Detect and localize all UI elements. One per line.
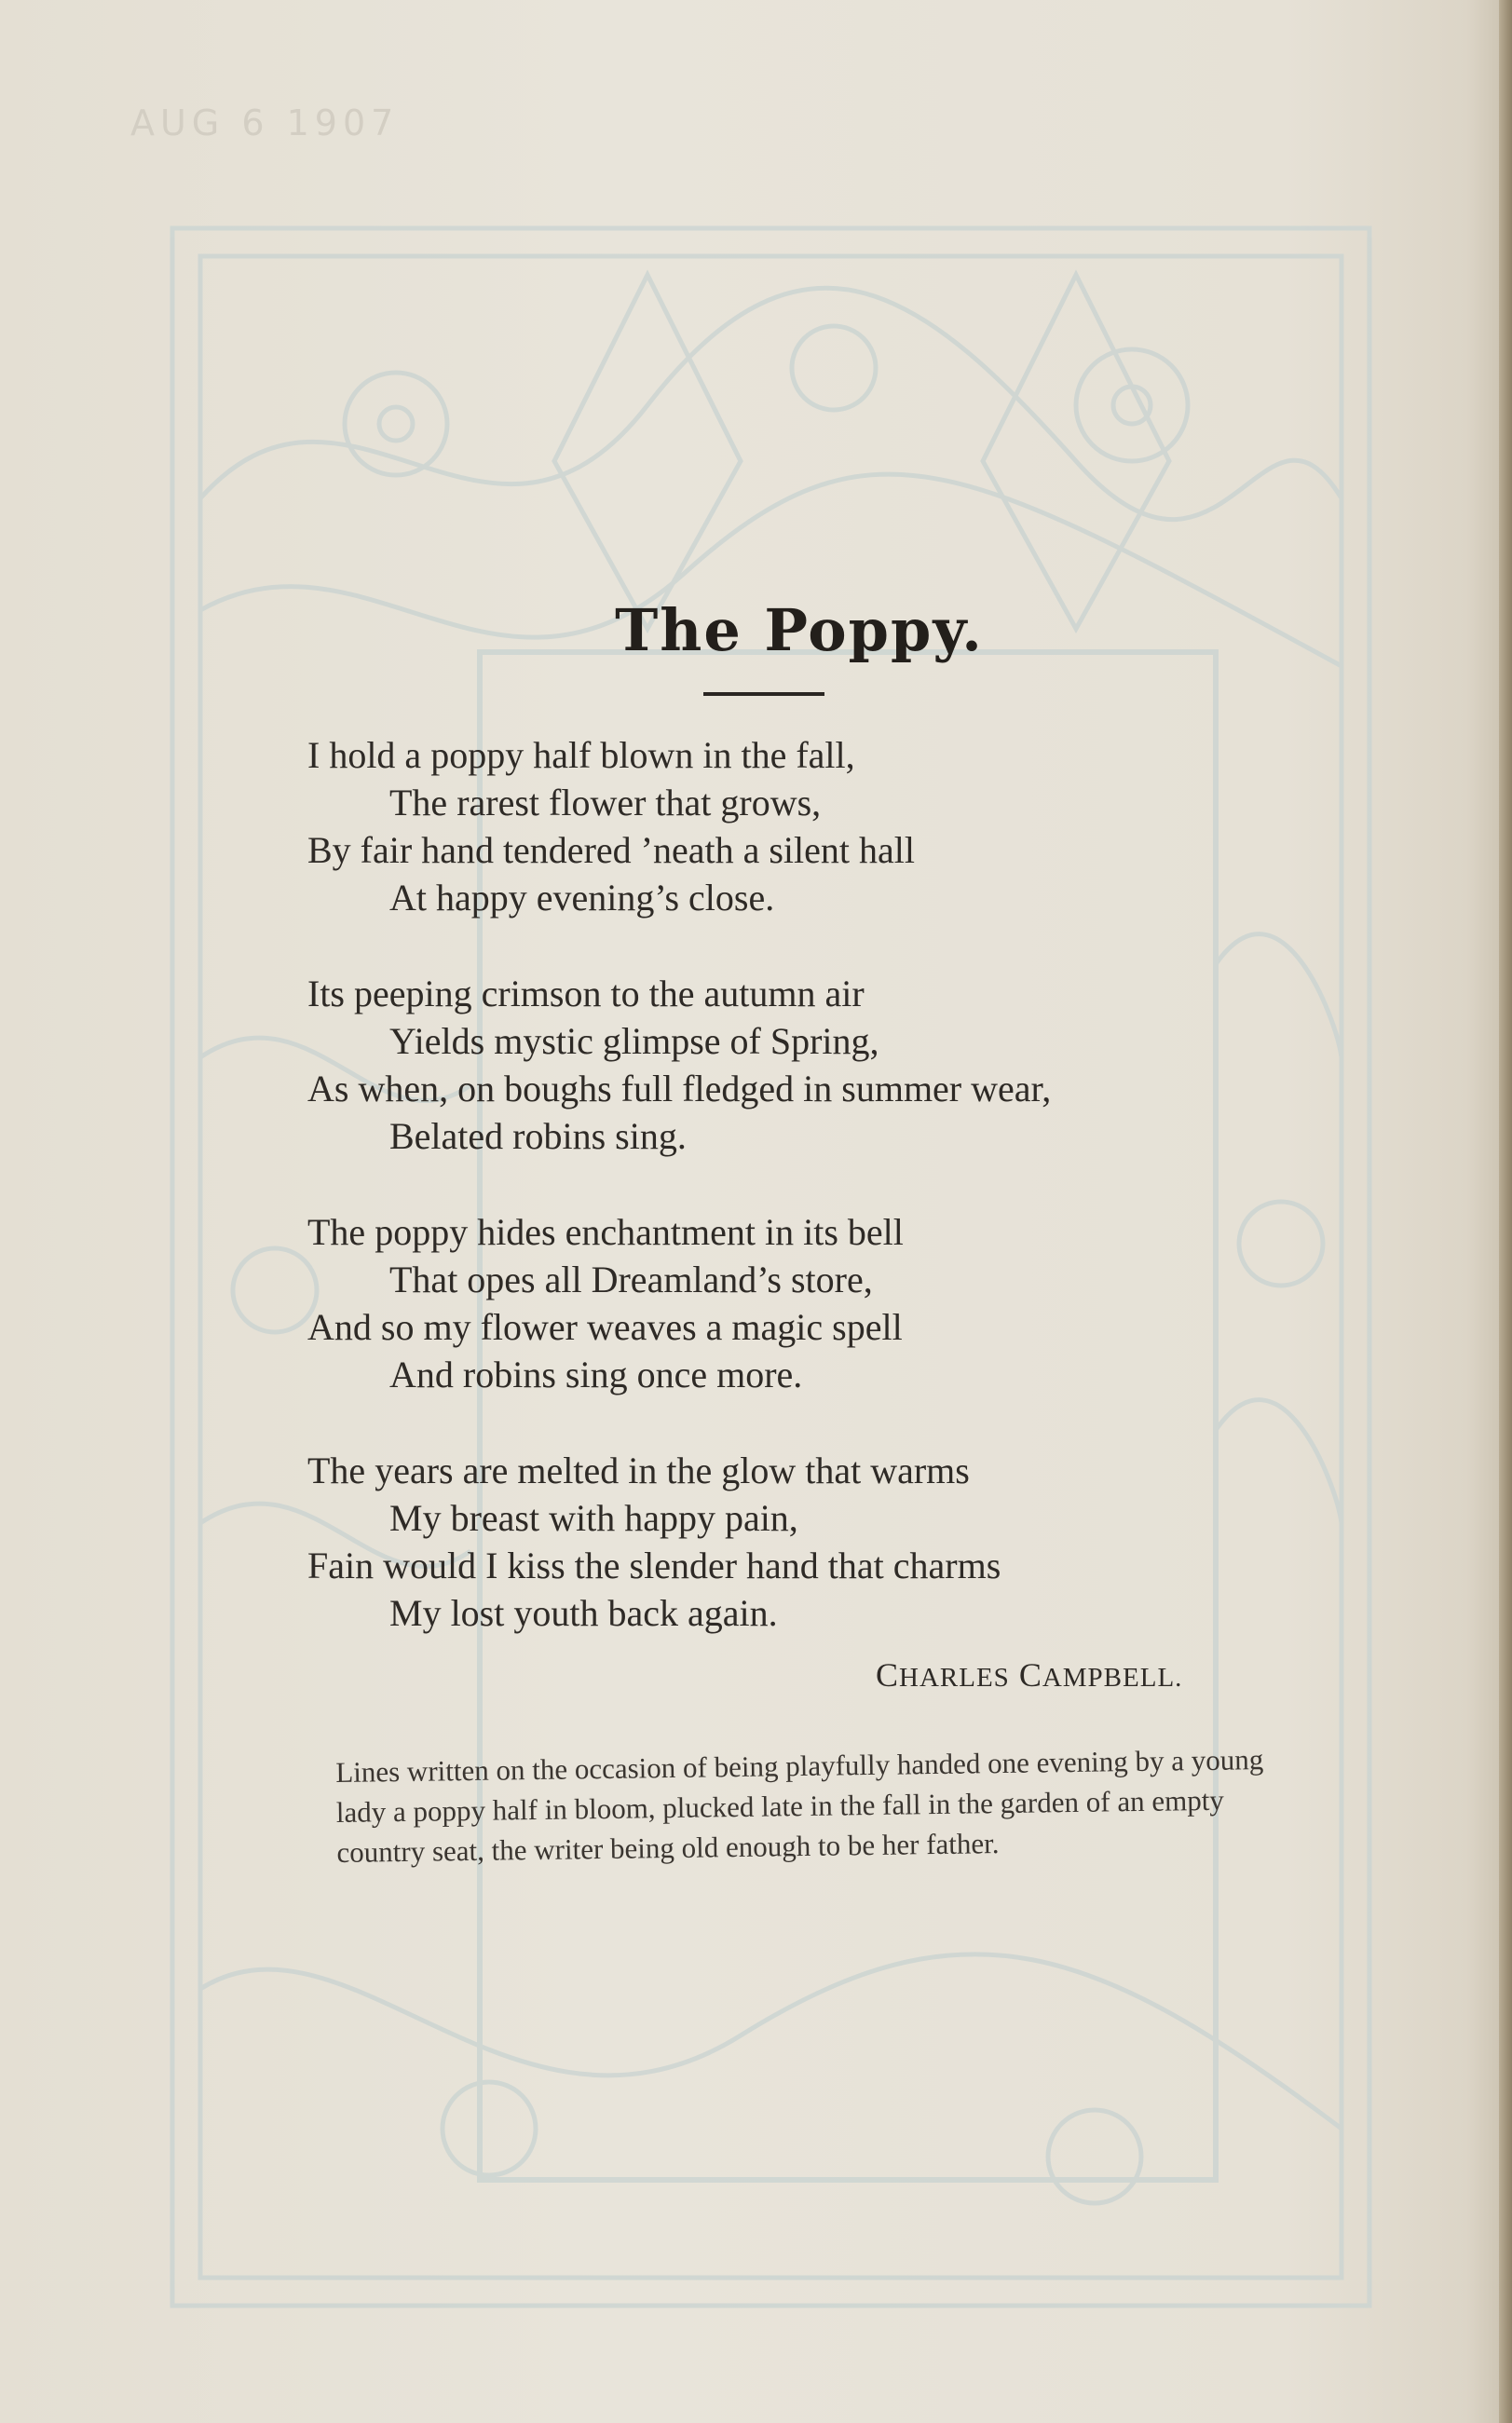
- author-signature: [307, 1655, 1286, 1695]
- poem-line: That opes all Dreamland’s store,: [389, 1259, 873, 1300]
- poem-line: By fair hand tendered ’neath a silent hall: [307, 829, 915, 871]
- author-last-cap: C: [1018, 1656, 1042, 1694]
- poem-line: Its peeping crimson to the autumn air: [307, 973, 865, 1014]
- author-last-rest: AMPBELL.: [1042, 1663, 1183, 1693]
- poem-line: And so my flower weaves a magic spell: [307, 1306, 903, 1348]
- author-first-cap: C: [876, 1656, 900, 1694]
- poem-line: Belated robins sing.: [389, 1115, 687, 1157]
- poem-line: At happy evening’s close.: [389, 877, 775, 919]
- page-edge-shadow: [1499, 0, 1512, 2423]
- stanza-2: [307, 970, 1286, 1160]
- footnote: Lines written on the occasion of being playfully handed one evening by a young lady a poppy half in bloom, plucked late in the fall in the garden of an empty country seat, the writer being old enough to be her father.: [335, 1743, 1264, 1869]
- stanza-3: [307, 1208, 1286, 1398]
- poem-line: My breast with happy pain,: [389, 1497, 798, 1539]
- stanza-4: [307, 1447, 1286, 1637]
- stamp-line-2: AUG 6 1907: [130, 102, 400, 143]
- poem-line: The years are melted in the glow that warms: [307, 1450, 970, 1491]
- stanza-1: [307, 731, 1286, 921]
- poem-line: And robins sing once more.: [389, 1354, 803, 1395]
- poem-line: As when, on boughs full fledged in summer wear,: [307, 1068, 1052, 1109]
- poem-line: My lost youth back again.: [389, 1592, 778, 1634]
- poem-line: The poppy hides enchantment in its bell: [307, 1211, 904, 1253]
- faded-stamp: [130, 65, 466, 196]
- poem-title: The Poppy.: [615, 596, 984, 664]
- author-first-rest: HARLES: [899, 1663, 1010, 1693]
- poem-block: [307, 596, 1286, 1872]
- poem-line: I hold a poppy half blown in the fall,: [307, 734, 855, 776]
- poem-line: Yields mystic glimpse of Spring,: [389, 1020, 879, 1062]
- title-rule: [703, 692, 824, 696]
- poem-line: The rarest flower that grows,: [389, 782, 822, 824]
- poem-line: Fain would I kiss the slender hand that charms: [307, 1545, 1001, 1586]
